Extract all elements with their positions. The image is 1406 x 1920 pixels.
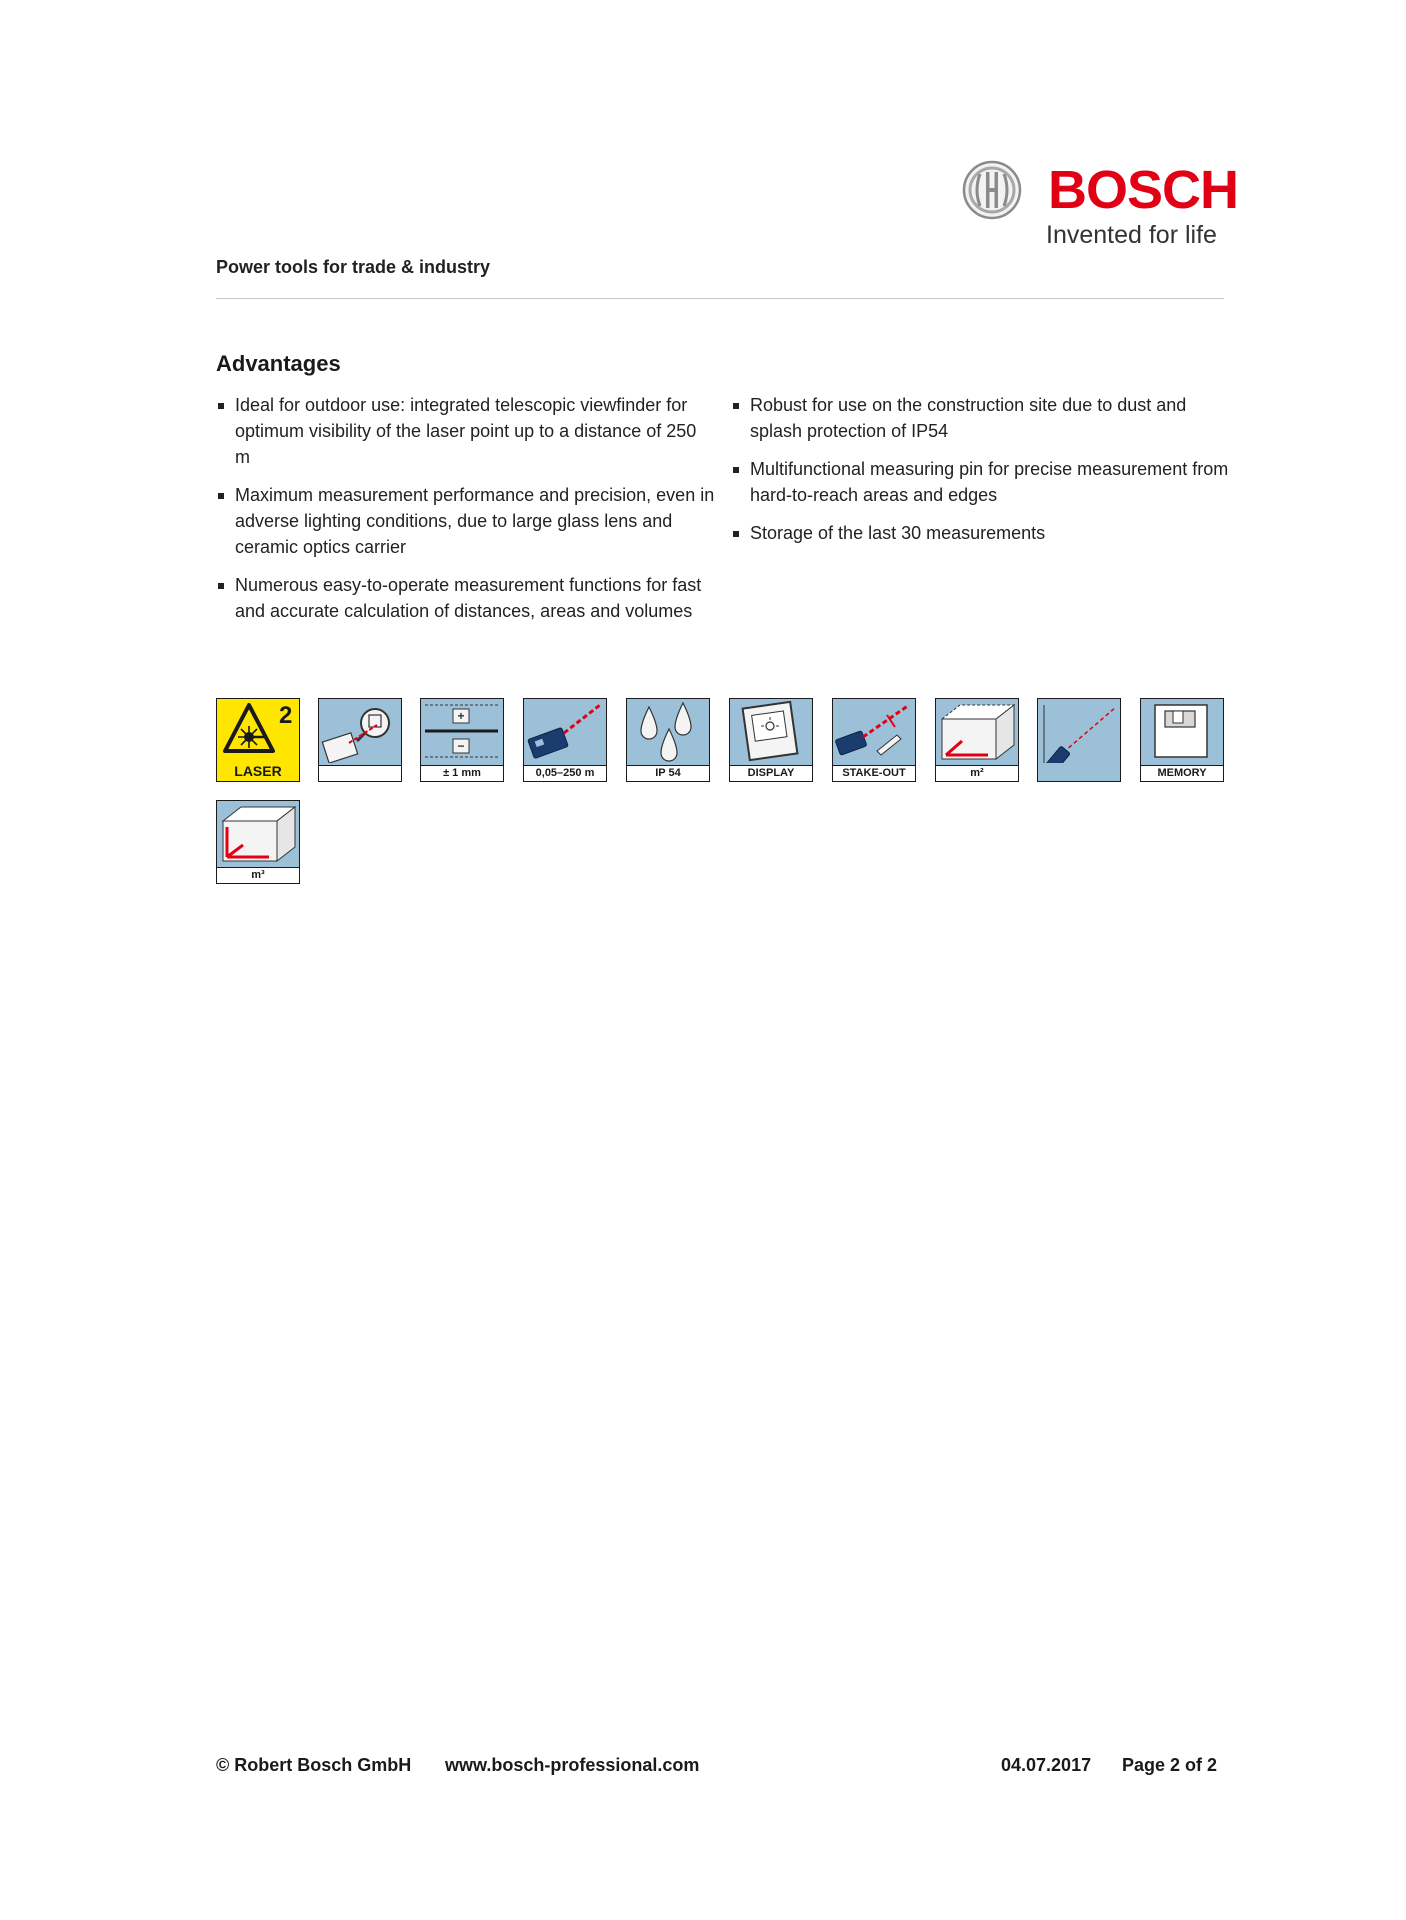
advantages-title: Advantages	[216, 351, 341, 376]
list-item	[216, 482, 716, 560]
stake-out-icon	[832, 698, 916, 782]
bullet-icon	[733, 403, 739, 409]
telescopic-viewfinder-icon	[318, 698, 402, 782]
icon-caption: STAKE-OUT	[833, 765, 915, 781]
volume-graphic	[217, 801, 298, 865]
icon-caption: MEMORY	[1141, 765, 1223, 781]
list-item-text: Numerous easy-to-operate measurement functions for fast and accurate calculation of distances, areas and volumes	[235, 575, 702, 621]
list-item	[731, 520, 1231, 546]
list-item-text: Storage of the last 30 measurements	[750, 523, 1046, 543]
laser-class-2-icon	[216, 698, 300, 782]
list-item	[731, 392, 1231, 444]
brand-tagline: Invented for life	[1046, 221, 1217, 249]
stake-out-graphic	[833, 699, 914, 763]
list-item	[216, 572, 716, 624]
bullet-icon	[218, 583, 224, 589]
advantages-list-right	[731, 392, 1231, 558]
indirect-graphic	[1038, 699, 1119, 763]
accuracy-icon	[420, 698, 504, 782]
display-graphic	[730, 699, 811, 763]
bullet-icon	[218, 493, 224, 499]
brand-name: BOSCH	[1048, 160, 1239, 220]
accuracy-graphic	[421, 699, 502, 763]
area-icon	[935, 698, 1019, 782]
icon-caption: ± 1 mm	[421, 765, 503, 781]
icon-caption: IP 54	[627, 765, 709, 781]
list-item	[731, 456, 1231, 508]
svg-text:−: −	[457, 739, 465, 753]
water-drops-graphic	[627, 699, 708, 763]
laser-warning-icon	[217, 699, 298, 763]
list-item	[216, 392, 716, 470]
list-item-text: Robust for use on the construction site due to dust and splash protection of IP54	[750, 395, 1187, 441]
bullet-icon	[733, 531, 739, 537]
bullet-icon	[733, 467, 739, 473]
laser-class-badge: 2	[279, 702, 293, 729]
list-item-text: Multifunctional measuring pin for precise measurement from hard-to-reach areas and edges	[750, 459, 1229, 505]
bosch-armature-icon	[962, 160, 1022, 220]
list-item-text: Maximum measurement performance and precision, even in adverse lighting conditions, due to large glass lens and ceramic optics carrier	[235, 485, 715, 557]
display-icon	[729, 698, 813, 782]
area-graphic	[936, 699, 1017, 763]
memory-icon	[1140, 698, 1224, 782]
viewfinder-graphic	[319, 699, 400, 763]
icon-caption	[319, 765, 401, 781]
bullet-icon	[218, 403, 224, 409]
water-drops-icon	[626, 698, 710, 782]
icon-caption: 0,05–250 m	[524, 765, 606, 781]
range-graphic	[524, 699, 605, 763]
footer-website-link[interactable]: www.bosch-professional.com	[445, 1755, 700, 1775]
range-icon	[523, 698, 607, 782]
volume-icon	[216, 800, 300, 884]
header-subtitle: Power tools for trade & industry	[216, 257, 491, 277]
indirect-measurement-icon	[1037, 698, 1121, 782]
bosch-logo	[962, 160, 1239, 250]
footer-date: 04.07.2017	[1001, 1755, 1092, 1775]
memory-graphic	[1141, 699, 1222, 763]
advantages-list-left	[216, 392, 716, 636]
list-item-text: Ideal for outdoor use: integrated telescopic viewfinder for optimum visibility of the laser point up to a distance of 250 m	[235, 395, 697, 467]
icon-caption	[1038, 766, 1120, 781]
svg-text:+: +	[457, 709, 465, 723]
footer-page-number: Page 2 of 2	[1122, 1755, 1218, 1775]
icon-caption: LASER	[217, 764, 299, 779]
icon-caption: m²	[936, 765, 1018, 781]
header-divider	[216, 298, 1224, 299]
icon-caption: m³	[217, 867, 299, 883]
footer-copyright: © Robert Bosch GmbH	[216, 1755, 412, 1775]
icon-caption: DISPLAY	[730, 765, 812, 781]
